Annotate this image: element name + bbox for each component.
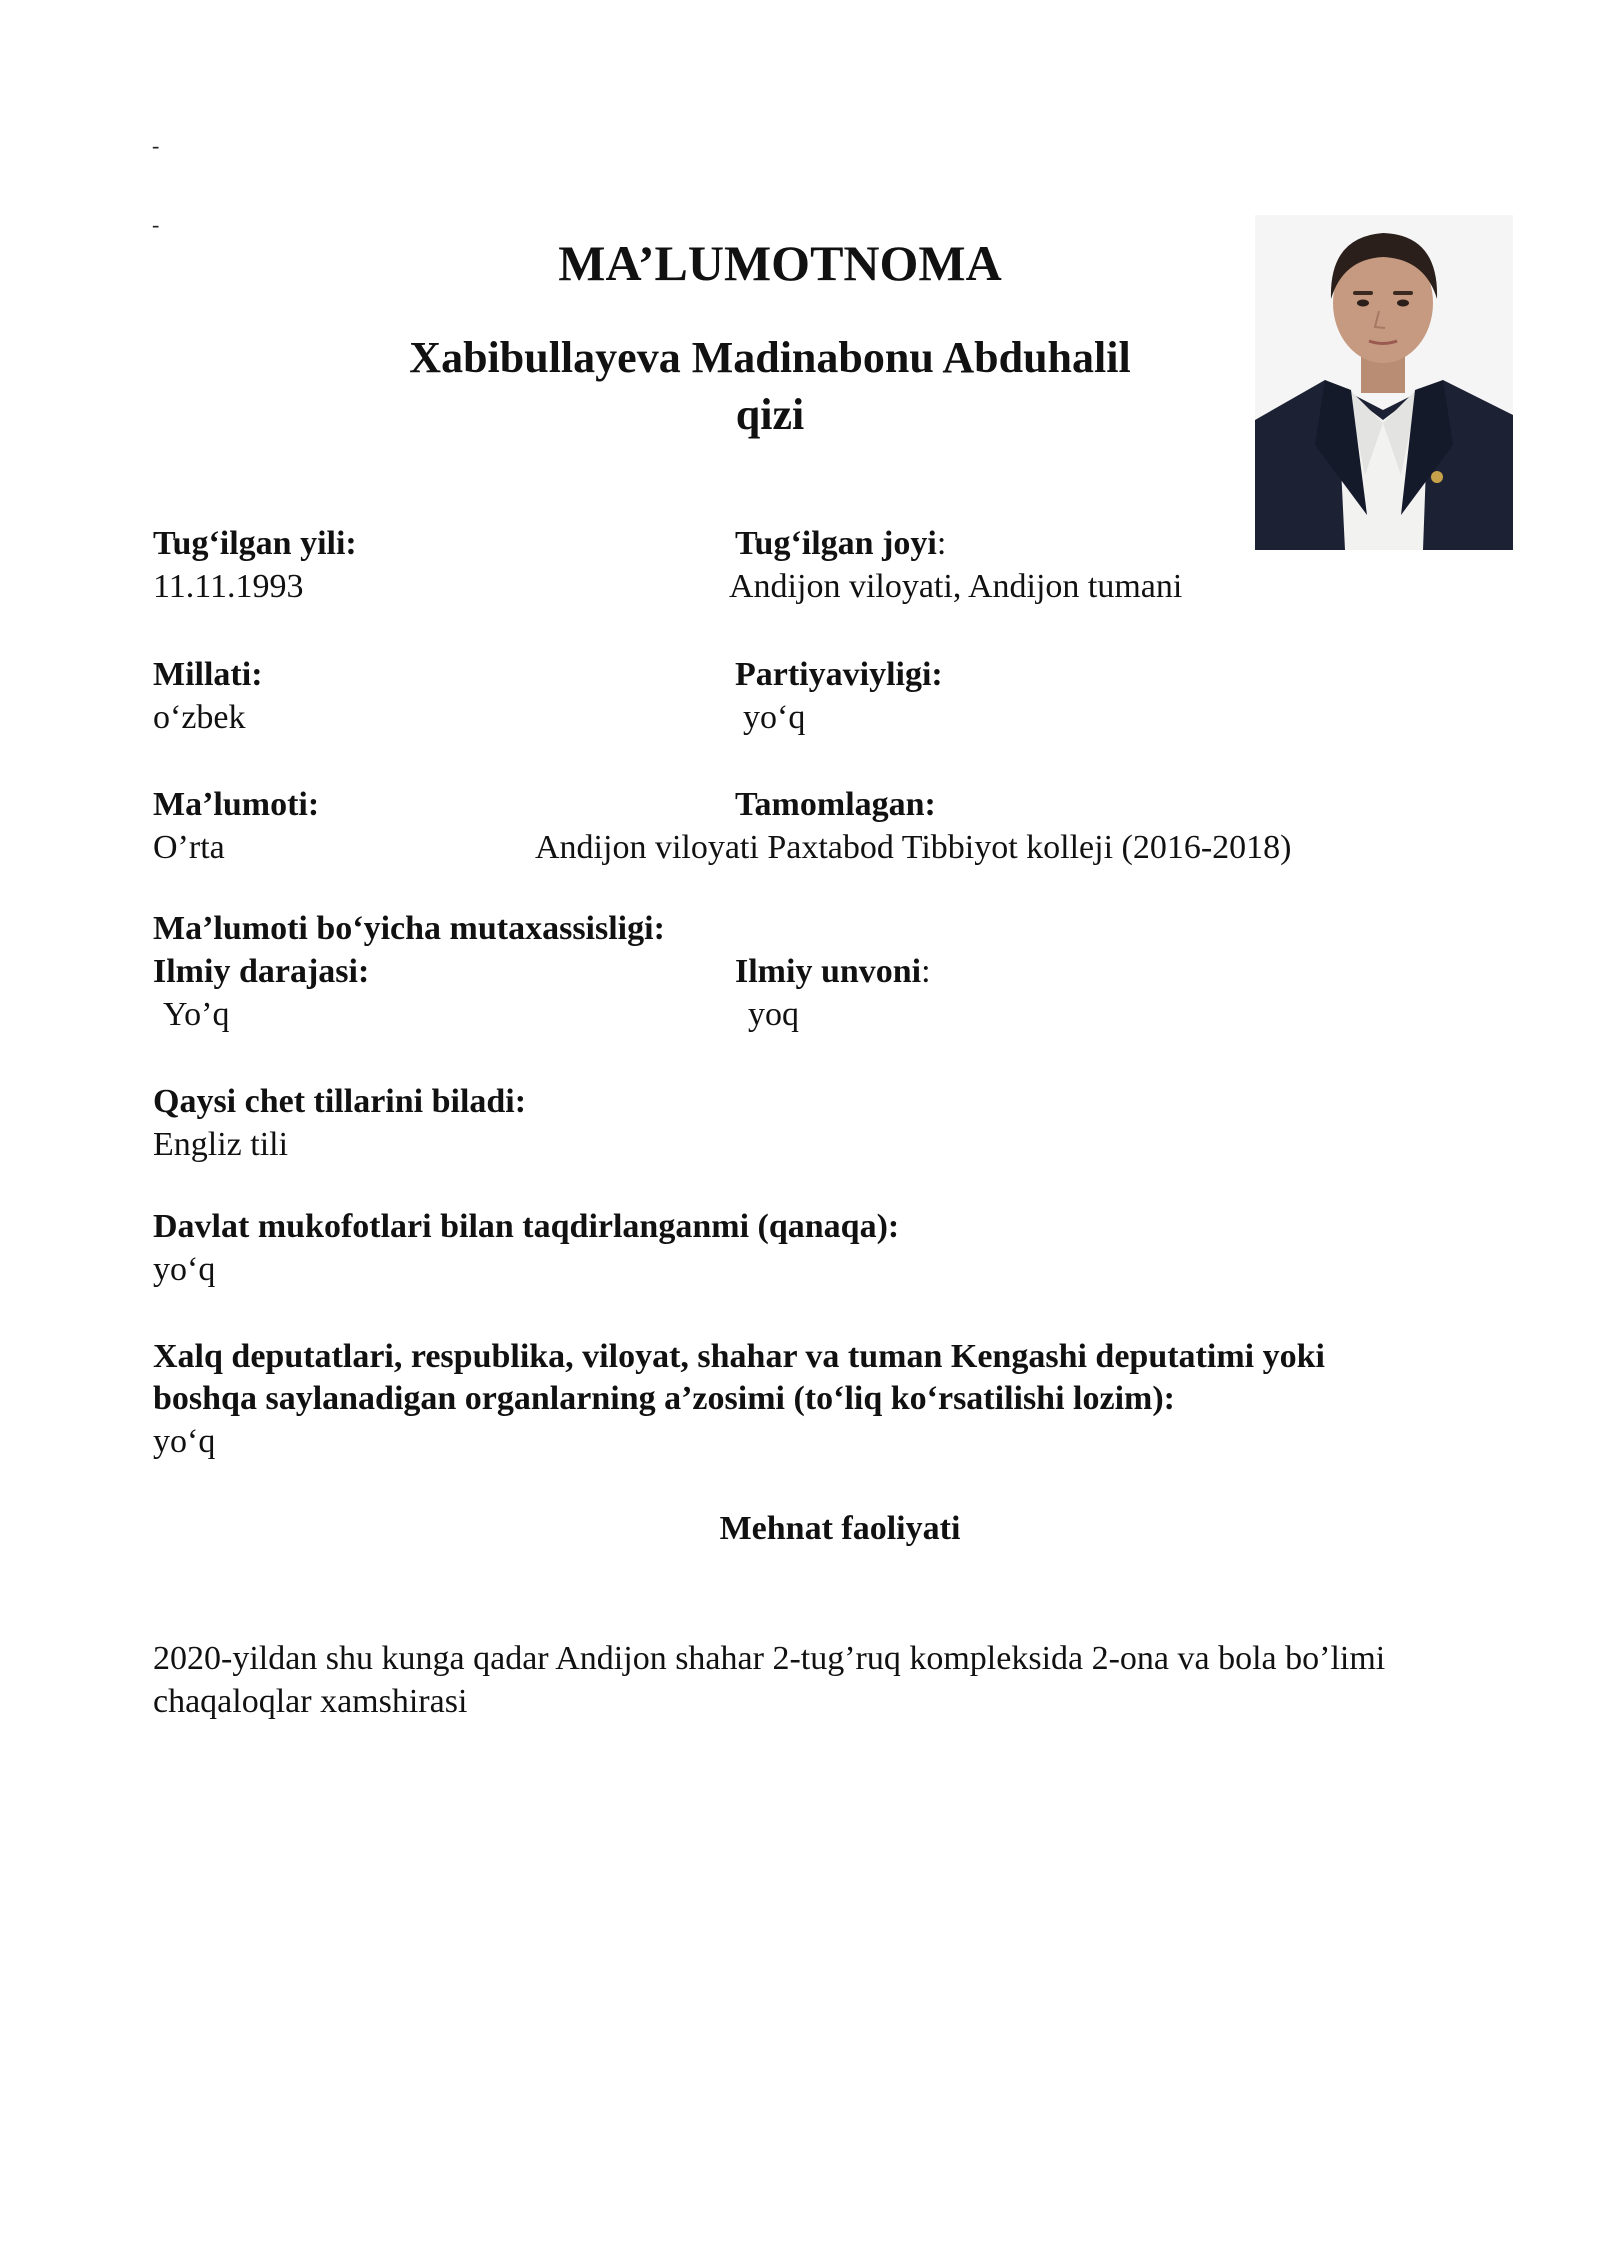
stray-mark: - <box>152 212 160 237</box>
person-name-line2: qizi <box>735 390 805 439</box>
person-name-line1: Xabibullayeva Madinabonu Abduhalil <box>409 333 1131 382</box>
academic-title-label <box>735 951 931 993</box>
work-heading: Mehnat faoliyati <box>719 1510 961 1547</box>
education-label: Ma’lumoti: <box>153 786 320 823</box>
birth-place-colon: : <box>936 525 947 562</box>
birth-year-label: Tug‘ilgan yili: <box>153 525 357 562</box>
portrait-photo <box>1255 215 1513 550</box>
academic-title-colon: : <box>921 953 931 990</box>
graduated-value: Andijon viloyati Paxtabod Tibbiyot kolleji (2016-2018) <box>535 829 1292 866</box>
degree-value: Yo’q <box>163 996 230 1033</box>
degree-label: Ilmiy darajasi: <box>153 953 370 990</box>
party-value: yo‘q <box>743 699 806 736</box>
stray-mark: - <box>152 133 160 158</box>
languages-value: Engliz tili <box>153 1126 289 1163</box>
specialty-label: Ma’lumoti bo‘yicha mutaxassisligi: <box>153 910 665 947</box>
work-line1: 2020-yildan shu kunga qadar Andijon shahar 2-tug’ruq kompleksida 2-ona va bola bo’limi <box>153 1640 1386 1677</box>
birth-year-value: 11.11.1993 <box>153 568 304 605</box>
awards-value: yo‘q <box>153 1251 216 1288</box>
birth-place-label <box>735 523 946 565</box>
graduated-label: Tamomlagan: <box>735 786 936 823</box>
birth-place-value: Andijon viloyati, Andijon tumani <box>729 568 1183 605</box>
languages-label: Qaysi chet tillarini biladi: <box>153 1083 527 1120</box>
nationality-label: Millati: <box>153 656 263 693</box>
work-line2: chaqaloqlar xamshirasi <box>153 1683 468 1720</box>
education-value: O’rta <box>153 829 225 866</box>
party-label: Partiyaviyligi: <box>735 656 943 693</box>
awards-label: Davlat mukofotlari bilan taqdirlanganmi (qanaqa): <box>153 1208 900 1245</box>
academic-title-label-text: Ilmiy unvoni <box>735 953 922 990</box>
deputy-label-line1: Xalq deputatlari, respublika, viloyat, shahar va tuman Kengashi deputatimi yoki <box>153 1338 1325 1375</box>
deputy-label-line2: boshqa saylanadigan organlarning a’zosimi (to‘liq ko‘rsatilishi lozim): <box>153 1380 1175 1417</box>
deputy-value: yo‘q <box>153 1423 216 1460</box>
nationality-value: o‘zbek <box>153 699 246 736</box>
academic-title-value: yoq <box>748 996 799 1033</box>
document-title: MA’LUMOTNOMA <box>558 235 1002 291</box>
birth-place-label-text: Tug‘ilgan joyi <box>735 525 937 562</box>
